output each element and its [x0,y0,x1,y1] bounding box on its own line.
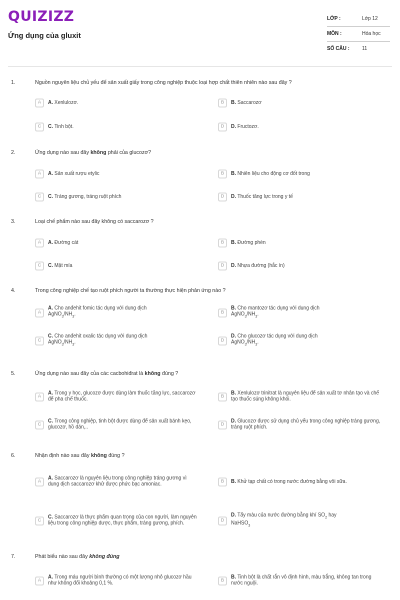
option-letter: B [218,309,227,318]
option-letter: D [218,517,227,526]
option-letter: C [35,421,44,430]
option-letter: D [218,421,227,430]
question-text: Nhận định nào sau đây không đúng ? [35,453,125,459]
meta-value-count: 11 [362,46,368,52]
option-text: A. Xenlulozơ. [48,99,79,106]
option-text: A. Trong y học, glucozơ được dùng làm thuốc tăng lực, saccarozơ để pha chế thuốc. [48,390,196,403]
option-letter: A [35,393,44,402]
meta-label-subject: MÔN : [327,31,342,37]
option-letter: A [35,478,44,487]
option-text: B. Nhiên liệu cho động cơ đốt trong [231,170,310,177]
option-text: A. Trong máu người bình thường có một lượng nhỏ glucozơ hầu như không đổi khoảng 0,1 %. [48,574,192,587]
option-text: B. Khử tạp chất có trong nước đường bằng vôi sữa. [231,478,347,485]
option-letter: B [218,239,227,248]
option-letter: B [218,170,227,179]
option-letter: C [35,123,44,132]
meta-value-subject: Hóa học [362,31,381,37]
divider [327,41,390,42]
option-text: D. Fructozơ. [231,123,259,130]
option-text: B. Xenlulozơ trinitrat là nguyên liệu để sản xuất tơ nhân tạo và chế tạo thuốc súng không khói. [231,390,380,403]
option-letter: B [218,393,227,402]
option-letter: D [218,193,227,202]
divider [8,66,392,67]
quizizz-logo: QUIZIZZ [8,9,75,25]
question-number: 3. [11,219,16,225]
option-letter: C [35,337,44,346]
option-text: D. Nhựa đường (hắc ín) [231,262,285,269]
question-text: Trong công nghiệp chế tạo ruột phích người ta thường thực hiện phản ứng nào ? [35,288,226,294]
option-text: C. Trong công nghiệp, tinh bột được dùng để sản xuất bánh kẹo, glucozơ, hồ dán,.. [48,418,192,431]
option-letter: D [218,337,227,346]
question-text: Ứng dụng nào sau đây không phải của glucozơ? [35,150,152,156]
option-text: D. Tẩy màu của nước đường bằng khí $SO_2$ hay NaHSO$_3$ [231,512,337,528]
option-letter: C [35,517,44,526]
option-letter: A [35,170,44,179]
option-letter: D [218,123,227,132]
meta-label-class: LỚP : [327,16,341,22]
option-letter: B [218,577,227,586]
question-number: 5. [11,371,16,377]
question-number: 4. [11,288,16,294]
option-text: A. Đường cát [48,239,79,246]
option-letter: A [35,239,44,248]
option-text: C. Tráng gương, tráng ruột phích [48,193,122,200]
option-letter: D [218,262,227,271]
page-title: Ứng dụng của gluxit [8,31,81,40]
worksheet-header [0,0,400,62]
option-text: C. Mật mía [48,262,73,269]
option-letter: A [35,99,44,108]
option-text: B. Cho mantozơ tác dụng với dung dịch $AgNO_3/NH_3$. [231,305,320,319]
option-text: C. Cho anđehit oxalic tác dụng với dung dịch $AgNO_3/NH_3$. [48,333,148,347]
option-letter: C [35,262,44,271]
question-text: Phát biểu nào sau đây không đúng [35,554,120,560]
question-text: Nguồn nguyên liệu chủ yếu để sản xuất giấy trong công nghiệp thuộc loại hợp chất thiên nhiên nào sau đây ? [35,80,292,86]
option-text: B. Đường phèn [231,239,266,246]
question-text: Ứng dụng nào sau đây của các cacbohiđrat là không đúng ? [35,371,179,377]
option-text: A. Saccarozơ là nguyên liệu trong công nghiệp tráng gương vì dung dịch saccarozơ khử được phức bạc amoniac. [48,475,187,488]
option-text: C. Tinh bột. [48,123,74,130]
question-number: 7. [11,554,16,560]
option-letter: A [35,577,44,586]
option-letter: B [218,478,227,487]
option-letter: B [218,99,227,108]
question-number: 1. [11,80,16,86]
option-letter: A [35,309,44,318]
option-text: C. Saccarozơ là thực phẩm quan trọng của con người, làm nguyên liệu trong công nghiệp dược, thực phẩm, tráng gương, phích. [48,514,197,527]
divider [327,26,390,27]
meta-value-class: Lớp 12 [362,16,378,22]
option-text: D. Thuốc tăng lực trong y tế [231,193,293,200]
option-text: D. Glucozơ được sử dụng chủ yếu trong công nghiệp tráng gương, tráng ruột phích. [231,418,381,431]
meta-label-count: SỐ CÂU : [327,46,350,52]
question-number: 2. [11,150,16,156]
question-text: Loại chế phẩm nào sau đây không có saccarozơ ? [35,219,154,225]
option-text: A. Cho anđehit fomic tác dụng với dung dịch $AgNO_3/NH_3$. [48,305,147,319]
question-number: 6. [11,453,16,459]
option-text: D. Cho glucozơ tác dụng với dung dịch $AgNO_3/NH_3$. [231,333,318,347]
option-text: B. Tinh bột là chất rắn vô định hình, màu trắng, không tan trong nước nguội. [231,574,372,587]
option-letter: C [35,193,44,202]
option-text: B. Saccarozơ [231,99,262,106]
option-text: A. Sản xuất rượu etylic [48,170,100,177]
